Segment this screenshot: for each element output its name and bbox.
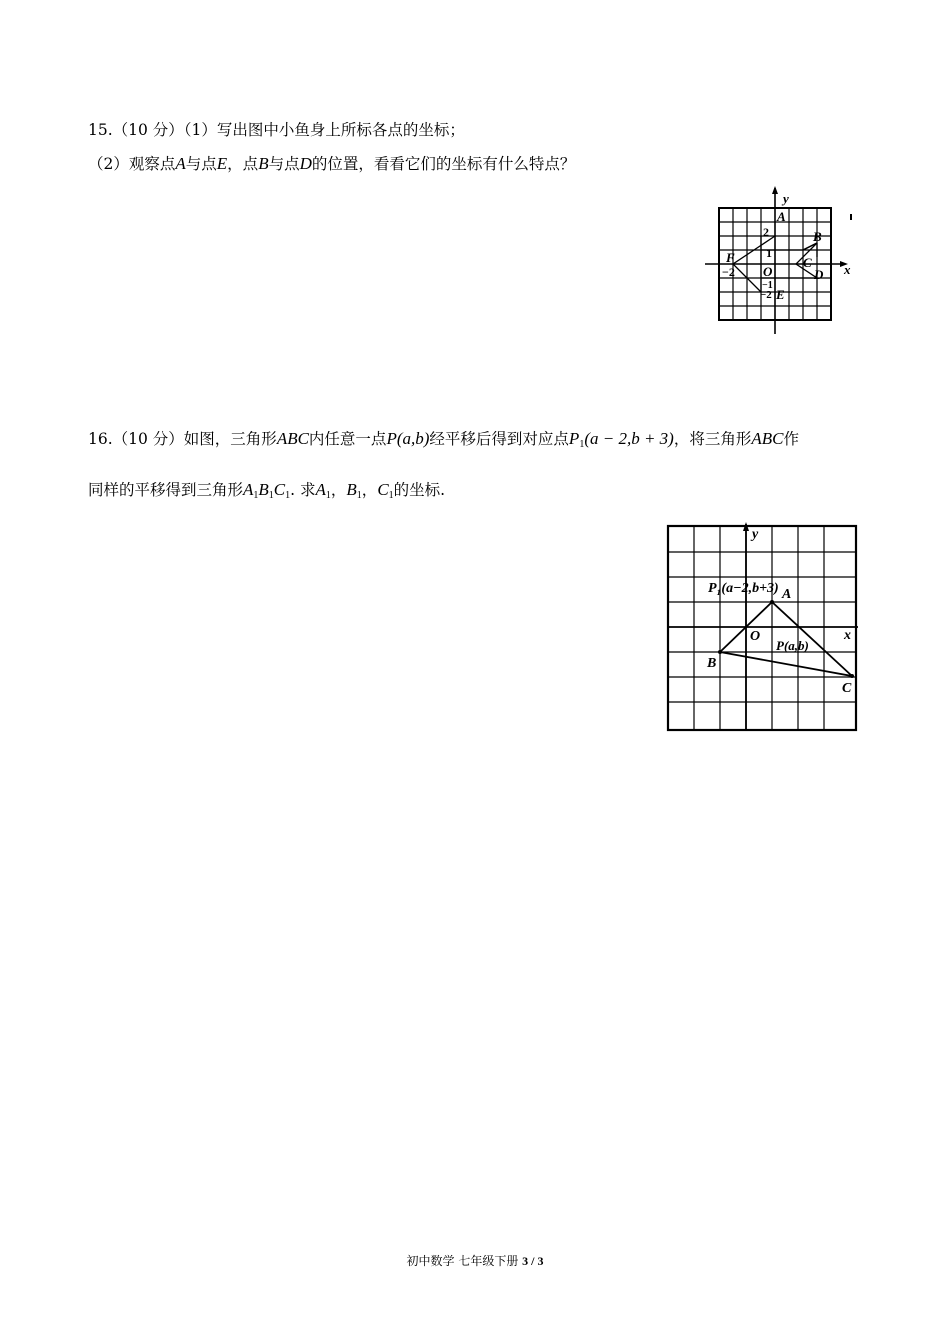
fig15-label-D: D — [814, 267, 824, 282]
fig16-label-P1: P₁(a−2,b+3) — [708, 581, 779, 596]
q15-title: 15.（10 分）（1）写出图中小鱼身上所标各点的坐标； — [88, 121, 465, 139]
fig16-label-A: A — [782, 587, 792, 602]
footer-text: 初中数学 七年级下册 — [406, 1254, 523, 1268]
fig15-label-B: B — [813, 229, 822, 244]
page-footer — [0, 1252, 950, 1269]
fig15-label-2: 2 — [763, 225, 769, 239]
fig15-label-neg1: −1 — [762, 280, 773, 291]
fig15-label-neg2x: −2 — [722, 265, 735, 279]
fig15-label-O: O — [763, 264, 773, 279]
fig15-label-x: x — [844, 262, 851, 277]
fish-grid-figure — [700, 184, 860, 339]
q15-subquestion-2: （2）观察点A与点E，点B与点D的位置，看看它们的坐标有什么特点？ — [88, 154, 576, 173]
fig15-label-E: E — [776, 287, 785, 302]
fig15-label-C: C — [803, 255, 812, 270]
fig15-label-y: y — [783, 191, 789, 206]
triangle-grid-figure — [664, 522, 860, 734]
fig16-label-P: P(a,b) — [776, 638, 809, 653]
q16-title: 16.（10 分）如图，三角形ABC内任意一点P(a,b)经平移后得到对应点$P_1(a - 2,b + 3)$，将三角形ABC作 — [88, 429, 799, 450]
fig15-label-A: A — [777, 209, 786, 224]
fig16-label-x: x — [844, 628, 851, 643]
fig16-label-y: y — [752, 527, 759, 542]
page-number: 3 / 3 — [522, 1254, 544, 1268]
fig15-label-1: 1 — [766, 246, 772, 260]
fig15-label-F: F — [726, 250, 735, 265]
fig16-label-C: C — [842, 681, 852, 696]
fig16-label-O: O — [750, 629, 761, 644]
q16-title-cont: 同样的平移得到三角形$A_1B_1C_1$. 求$A_1$，$B_1$，$C_1$的坐标. — [88, 480, 446, 501]
fig15-label-neg2y: −2 — [760, 289, 772, 301]
fig16-label-B: B — [707, 656, 717, 671]
